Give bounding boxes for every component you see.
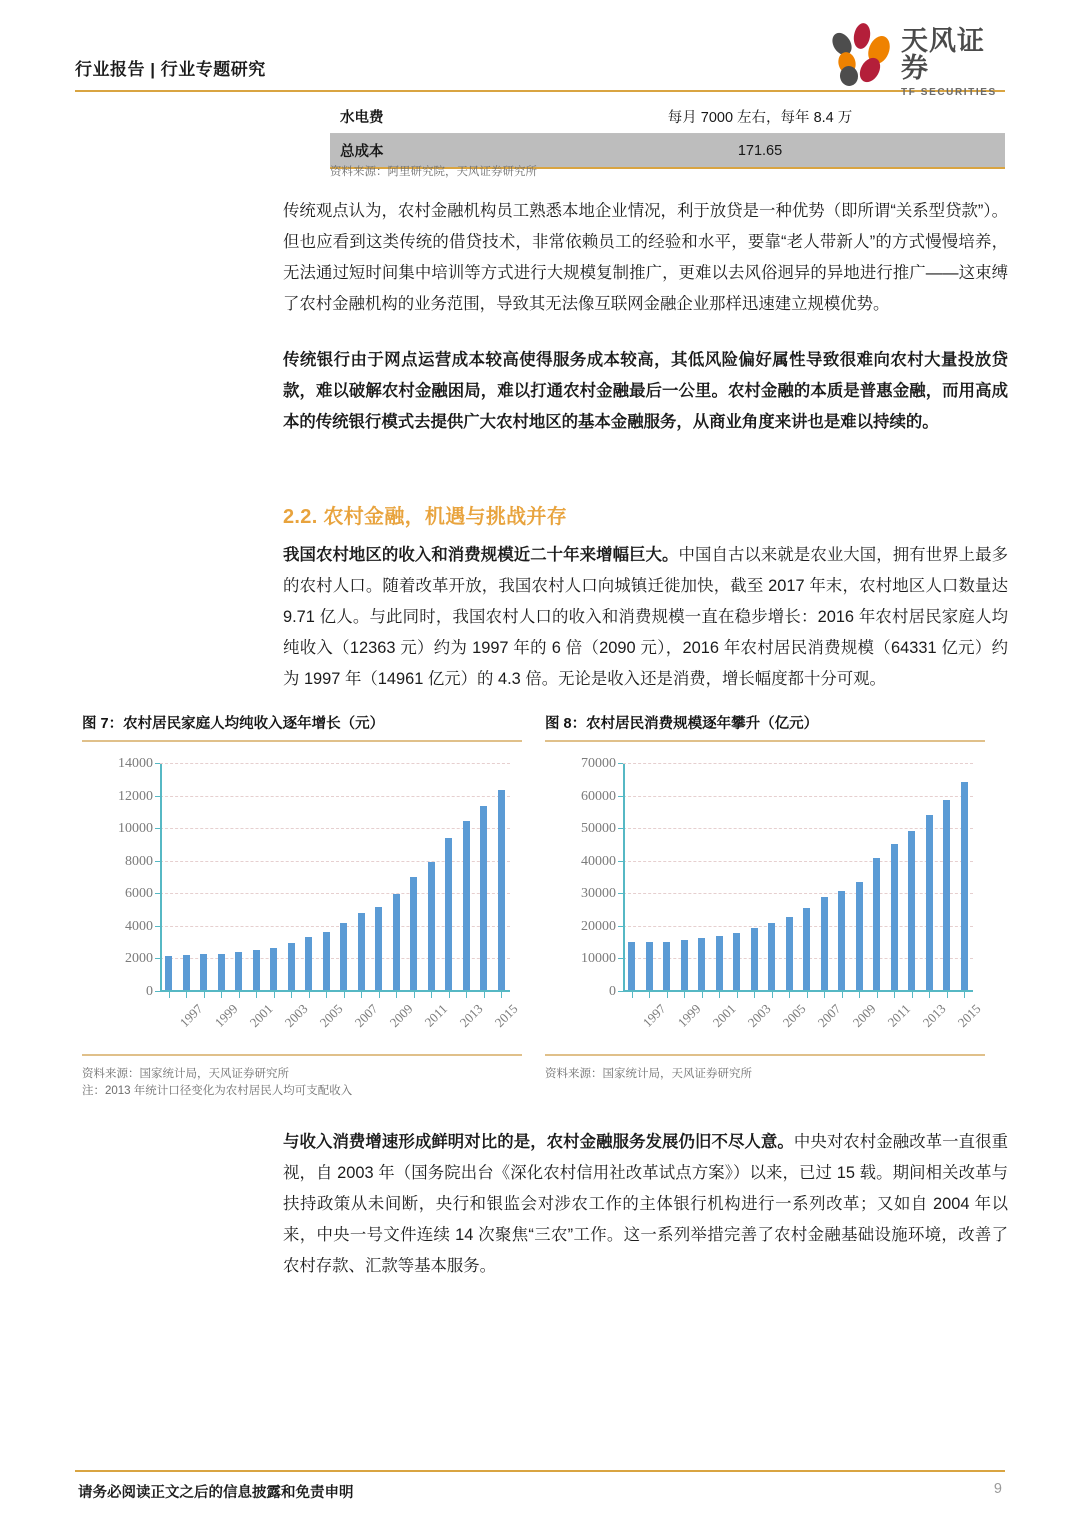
x-axis-tick-label: 2013 — [919, 1001, 949, 1030]
x-axis-tick — [379, 992, 380, 998]
bar-slot — [851, 764, 869, 990]
x-axis-tick-label: 2001 — [246, 1001, 276, 1030]
bar — [288, 943, 295, 990]
x-axis-tick — [449, 992, 450, 998]
x-axis-tick — [912, 992, 913, 998]
bar-slot — [921, 764, 939, 990]
bar — [235, 952, 242, 990]
bar-slot — [388, 764, 406, 990]
bar — [768, 923, 775, 990]
x-axis-tick-label: 2015 — [491, 1001, 521, 1030]
x-axis-tick — [894, 992, 895, 998]
x-axis-tick-label: 2005 — [779, 1001, 809, 1030]
plot-area — [118, 756, 521, 1030]
x-axis-tick — [859, 992, 860, 998]
x-axis-tick — [684, 992, 685, 998]
paragraph-1: 传统观点认为，农村金融机构员工熟悉本地企业情况，利于放贷是一种优势（即所谓“关系型贷款”）。但也应看到这类传统的借贷技术，非常依赖员工的经验和水平，要靠“老人带新人”的方式慢慢培养，无法通过短时间集中培训等方式进行大规模复制推广，更难以去风俗迥异的异地进行推广——这束缚了农村金融机构的业务范围，导致其无法像互联网金融企业那样迅速建立规模优势。 — [283, 202, 1008, 313]
bar-slot — [370, 764, 388, 990]
bar — [698, 938, 705, 990]
paragraph-3 — [283, 540, 1008, 695]
logo-petals-icon — [825, 22, 897, 88]
y-axis-tick-label: 4000 — [125, 918, 153, 934]
bar-slot — [816, 764, 834, 990]
bar — [838, 891, 845, 990]
bar — [821, 897, 828, 990]
bar-slot — [746, 764, 764, 990]
bar — [873, 858, 880, 990]
bar-slot — [711, 764, 729, 990]
y-axis-tick-label: 60000 — [581, 788, 616, 804]
bar — [218, 954, 225, 990]
x-axis-tick — [169, 992, 170, 998]
bar-series — [623, 764, 973, 990]
footer-disclaimer: 请务必阅读正文之后的信息披露和免责申明 — [78, 1485, 354, 1501]
bar-slot — [886, 764, 904, 990]
x-axis-tick — [221, 992, 222, 998]
bar — [270, 948, 277, 990]
bar-slot — [676, 764, 694, 990]
paragraph-3-body: 中国自古以来就是农业大国，拥有世界上最多的农村人口。随着改革开放，我国农村人口向城镇迁徙加快，截至 2017 年末，农村地区人口数量达 9.71 亿人。与此同时，我国农村人口的收入和消费规模一直在稳步增长：2016 年农村居民家庭人均纯收入（12363 元）约为 1997 年的 6 倍（2090 元），2016 年农村居民消费规模（64331 亿元）约为 1997 年（14961 亿元）的 4.3 倍。无论是收入还是消费，增长幅度都十分可观。 — [283, 546, 1009, 688]
bar-slot — [195, 764, 213, 990]
y-axis — [623, 764, 625, 992]
x-axis-tick — [737, 992, 738, 998]
bar-slot — [623, 764, 641, 990]
y-axis-tick-label: 20000 — [581, 918, 616, 934]
bar — [786, 917, 793, 990]
bar-slot — [833, 764, 851, 990]
bar — [891, 844, 898, 990]
bar — [926, 815, 933, 990]
x-axis-tick — [291, 992, 292, 998]
x-axis-tick — [719, 992, 720, 998]
x-axis — [160, 990, 510, 992]
bar-slot — [781, 764, 799, 990]
x-axis-tick — [414, 992, 415, 998]
footer-divider — [75, 1470, 1005, 1472]
x-axis-tick — [501, 992, 502, 998]
figure-7-source: 资料来源：国家统计局，天风证券研究所 — [82, 1068, 289, 1080]
x-axis-tick — [466, 992, 467, 998]
x-axis-tick — [484, 992, 485, 998]
bar-slot — [763, 764, 781, 990]
x-axis-tick — [256, 992, 257, 998]
x-axis-tick-label: 2013 — [456, 1001, 486, 1030]
bar — [943, 800, 950, 990]
bar — [908, 831, 915, 990]
x-axis-tick-label: 2005 — [316, 1001, 346, 1030]
x-axis-tick-label: 1999 — [674, 1001, 704, 1030]
x-axis-tick — [344, 992, 345, 998]
x-axis-tick — [964, 992, 965, 998]
x-axis-tick — [667, 992, 668, 998]
bar — [733, 933, 740, 990]
x-axis-tick — [632, 992, 633, 998]
x-axis-tick-label: 1997 — [639, 1001, 669, 1030]
x-axis-tick-label: 2015 — [954, 1001, 984, 1030]
figure-7-title: 图 7：农村居民家庭人均纯收入逐年增长（元） — [82, 716, 385, 732]
figure-8-chart — [545, 742, 985, 1052]
x-axis-tick — [326, 992, 327, 998]
x-axis-tick — [807, 992, 808, 998]
y-axis-tick-label: 30000 — [581, 886, 616, 902]
bar-slot — [248, 764, 266, 990]
bar — [183, 955, 190, 990]
bar-slot — [458, 764, 476, 990]
figure-7-chart — [82, 742, 522, 1052]
y-axis-tick-label: 8000 — [125, 853, 153, 869]
footer-page-number: 9 — [993, 1481, 1002, 1497]
bar-slot — [641, 764, 659, 990]
x-axis-tick — [361, 992, 362, 998]
x-axis-tick — [274, 992, 275, 998]
bar — [410, 877, 417, 990]
y-axis-tick-label: 0 — [146, 984, 153, 999]
x-axis-tick-label: 2001 — [709, 1001, 739, 1030]
bar — [463, 821, 470, 990]
x-axis-tick — [772, 992, 773, 998]
x-axis-tick — [239, 992, 240, 998]
bar-series — [160, 764, 510, 990]
bar-slot — [938, 764, 956, 990]
bar-slot — [493, 764, 511, 990]
bar-slot — [440, 764, 458, 990]
bar-slot — [318, 764, 336, 990]
bar-slot — [423, 764, 441, 990]
bar-slot — [160, 764, 178, 990]
bar — [751, 928, 758, 990]
x-axis-tick — [842, 992, 843, 998]
x-axis-tick-label: 2011 — [884, 1001, 913, 1030]
x-axis-tick — [702, 992, 703, 998]
y-axis-tick-label: 70000 — [581, 756, 616, 771]
bar-slot — [283, 764, 301, 990]
x-axis-tick — [649, 992, 650, 998]
y-axis — [160, 764, 162, 992]
paragraph-4-body: 中央对农村金融改革一直很重视，自 2003 年（国务院出台《深化农村信用社改革试点方案》）以来，已过 15 载。期间相关改革与扶持政策从未间断，央行和银监会对涉农工作的主体银行机构进行一系列改革；又如自 2004 年以来，中央一号文件连续 14 次聚焦“三农”工作。这一系列举措完善了农村金融基础设施环境，改善了农村存款、汇款等基本服务。 — [283, 1133, 1009, 1275]
bar — [961, 782, 968, 990]
plot-area — [581, 756, 984, 1030]
y-axis-tick-label: 2000 — [125, 951, 153, 967]
bar — [663, 942, 670, 990]
table-cell-label: 总成本 — [330, 134, 515, 169]
figure-8-source: 资料来源：国家统计局，天风证券研究所 — [545, 1068, 752, 1080]
cost-table — [330, 100, 1005, 169]
figure-8-panel — [545, 712, 985, 1081]
x-axis-tick-label: 2011 — [421, 1001, 450, 1030]
bar — [646, 942, 653, 990]
x-axis-tick — [754, 992, 755, 998]
x-axis-tick — [431, 992, 432, 998]
x-axis-tick-label: 2009 — [386, 1001, 416, 1030]
table-cell-label: 水电费 — [330, 100, 515, 134]
bar — [428, 862, 435, 990]
y-axis-tick-label: 14000 — [118, 756, 153, 771]
bar — [803, 908, 810, 990]
x-axis-tick-label: 1997 — [176, 1001, 206, 1030]
x-axis-tick-label: 2003 — [744, 1001, 774, 1030]
x-axis-tick — [186, 992, 187, 998]
company-logo — [825, 20, 1005, 98]
bar-slot — [353, 764, 371, 990]
table-cell-value: 171.65 — [515, 134, 1005, 169]
bar — [375, 907, 382, 990]
table-cell-value: 每月 7000 左右，每年 8.4 万 — [515, 100, 1005, 134]
bar-slot — [956, 764, 974, 990]
bar — [480, 806, 487, 990]
bar — [305, 937, 312, 990]
paragraph-3-lead: 我国农村地区的收入和消费规模近二十年来增幅巨大。 — [283, 546, 679, 564]
y-axis-tick-label: 0 — [609, 984, 616, 999]
x-axis-tick — [204, 992, 205, 998]
bar-slot — [230, 764, 248, 990]
bar-slot — [405, 764, 423, 990]
bar-slot — [728, 764, 746, 990]
bar-slot — [475, 764, 493, 990]
x-axis-tick-label: 2009 — [849, 1001, 879, 1030]
paragraph-4-lead: 与收入消费增速形成鲜明对比的是，农村金融服务发展仍旧不尽人意。 — [283, 1133, 794, 1151]
breadcrumb: 行业报告 | 行业专题研究 — [75, 60, 266, 79]
bar — [856, 882, 863, 990]
x-axis-tick — [789, 992, 790, 998]
bar-slot — [335, 764, 353, 990]
page-header — [75, 22, 1005, 98]
bar-slot — [265, 764, 283, 990]
bar — [358, 913, 365, 990]
paragraph-2: 传统银行由于网点运营成本较高使得服务成本较高，其低风险偏好属性导致很难向农村大量投放贷款，难以破解农村金融困局，难以打通农村金融最后一公里。农村金融的本质是普惠金融，而用高成本的传统银行模式去提供广大农村地区的基本金融服务，从商业角度来讲也是难以持续的。 — [283, 351, 1008, 431]
table-row — [330, 100, 1005, 134]
y-axis-tick-label: 6000 — [125, 886, 153, 902]
bar — [716, 936, 723, 990]
logo-wordmark — [901, 28, 1005, 98]
paragraph-4 — [283, 1127, 1008, 1282]
bar — [628, 942, 635, 990]
bar — [340, 923, 347, 990]
x-axis-tick-label: 1999 — [211, 1001, 241, 1030]
figure-8-title: 图 8：农村居民消费规模逐年攀升（亿元） — [545, 716, 819, 732]
x-axis-tick — [947, 992, 948, 998]
logo-english-name: TF SECURITIES — [901, 87, 997, 98]
bar-slot — [903, 764, 921, 990]
y-axis-tick-label: 40000 — [581, 853, 616, 869]
y-axis-tick-label: 10000 — [581, 951, 616, 967]
bar — [445, 838, 452, 990]
bar-slot — [868, 764, 886, 990]
table-source-note: 资料来源：阿里研究院，天风证券研究所 — [330, 166, 537, 178]
y-axis-tick-label: 12000 — [118, 788, 153, 804]
x-axis — [623, 990, 973, 992]
x-axis-tick-label: 2007 — [351, 1001, 381, 1030]
bar — [253, 950, 260, 990]
bar — [323, 932, 330, 990]
figure-7-note: 注：2013 年统计口径变化为农村居民人均可支配收入 — [82, 1085, 353, 1097]
bar — [681, 940, 688, 990]
bar-slot — [300, 764, 318, 990]
x-axis-tick-label: 2007 — [814, 1001, 844, 1030]
bar-slot — [178, 764, 196, 990]
bar — [498, 790, 505, 990]
section-heading-2-2: 2.2. 农村金融，机遇与挑战并存 — [283, 506, 568, 528]
bar-slot — [693, 764, 711, 990]
logo-chinese-name: 天风证券 — [901, 26, 985, 83]
x-axis-tick — [929, 992, 930, 998]
bar-slot — [798, 764, 816, 990]
figure-7-panel — [82, 712, 522, 1081]
x-axis-tick-label: 2003 — [281, 1001, 311, 1030]
y-axis-tick-label: 50000 — [581, 821, 616, 837]
y-axis-tick-label: 10000 — [118, 821, 153, 837]
bar-slot — [213, 764, 231, 990]
x-axis-tick — [877, 992, 878, 998]
bar-slot — [658, 764, 676, 990]
bar — [393, 894, 400, 990]
bar — [200, 954, 207, 990]
bar — [165, 956, 172, 990]
x-axis-tick — [396, 992, 397, 998]
x-axis-tick — [309, 992, 310, 998]
x-axis-tick — [824, 992, 825, 998]
